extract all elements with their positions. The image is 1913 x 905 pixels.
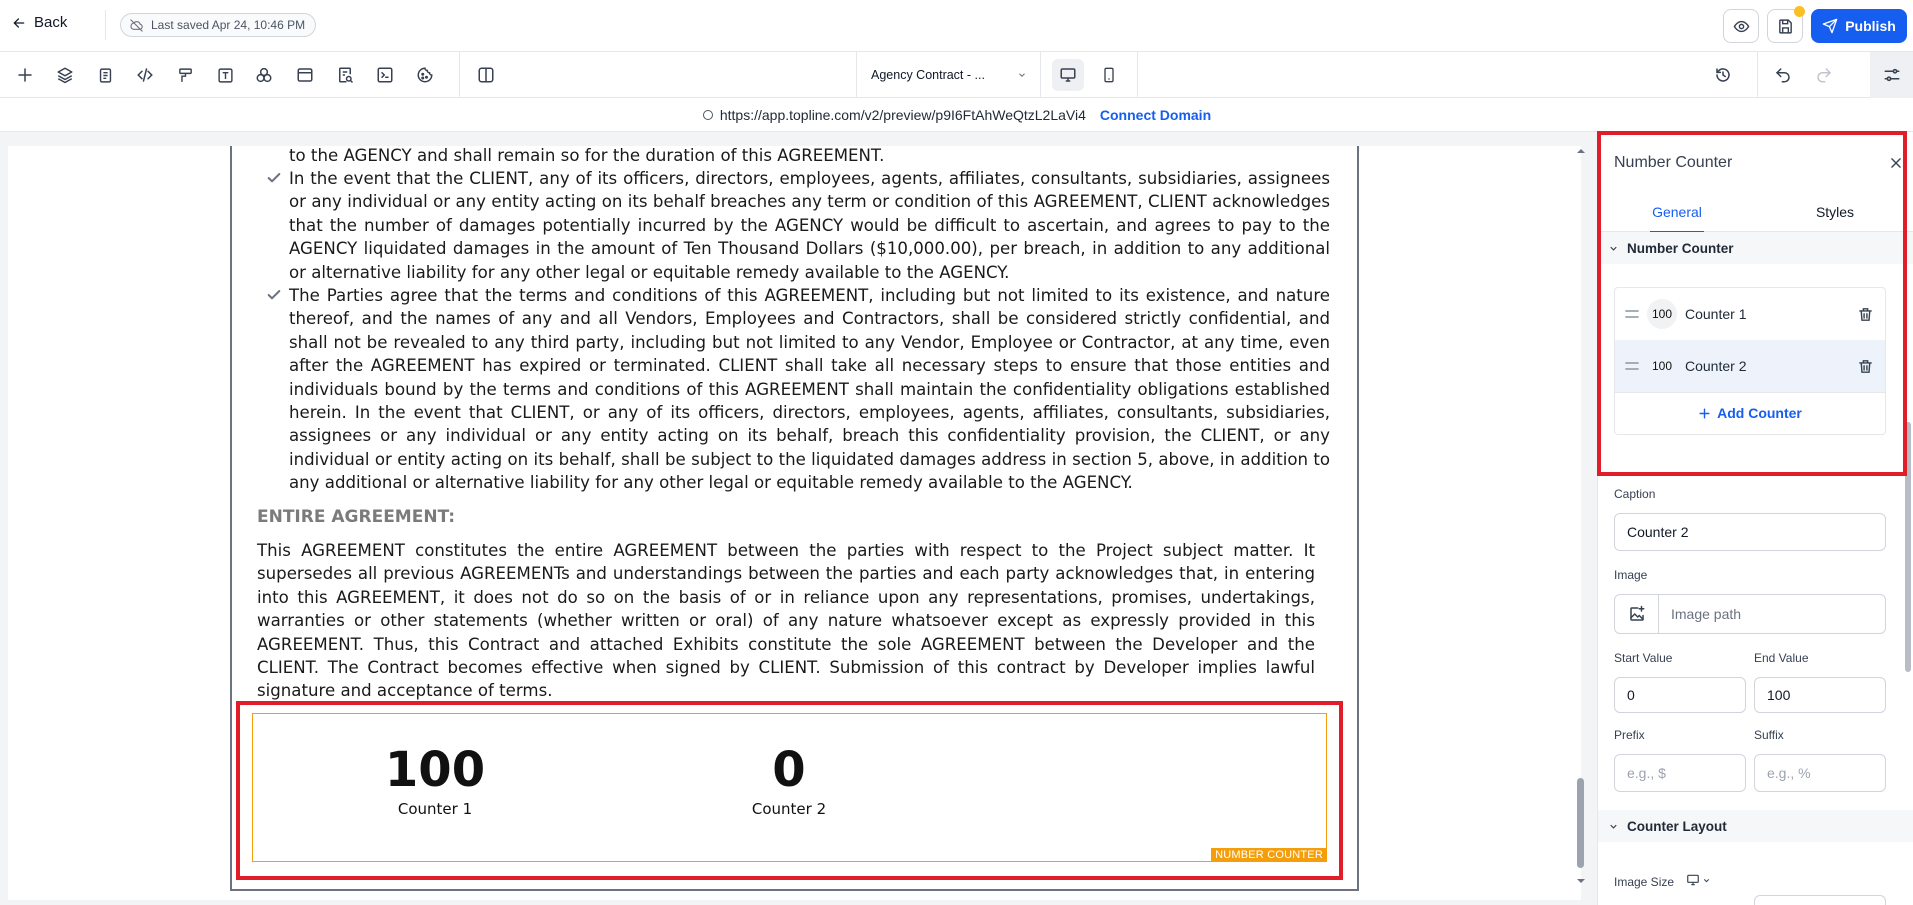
split-view-icon	[477, 66, 495, 84]
save-status-badge	[120, 13, 316, 37]
drag-handle-icon[interactable]	[1615, 361, 1649, 371]
end-value-label: End Value	[1754, 651, 1809, 665]
section-paragraph: This AGREEMENT constitutes the entire AGREEMENT between the parties with respect to the Project subject matter. It supersedes all previous AGREEMENTs and understandings between the parties and each party acknowledges that, in entering into this AGREEMENT, it does not do so on the basis of or in reliance upon any representations, promises, undertakings, warranties or other statements (whether written or oral) of any nature whatsoever except as expressly provided in this AGREEMENT. Thus, this Contract and attached Exhibits constitute the sole AGREEMENT between the Developer and the CLIENT. The Contract becomes effective when signed by CLIENT. Submission of this contract by Developer implies lawful signature and acceptance of terms.	[257, 541, 1315, 701]
layers-button[interactable]	[52, 62, 78, 88]
section-icon	[296, 66, 314, 84]
counter-list	[1614, 287, 1886, 435]
back-label: Back	[34, 14, 68, 31]
paragraph-fragment: to the AGENCY and shall remain so for the duration of this AGREEMENT.	[289, 146, 885, 165]
counter-list-item[interactable]	[1615, 288, 1885, 340]
scroll-up-icon[interactable]	[1576, 146, 1586, 156]
unsaved-indicator	[1794, 6, 1805, 17]
mobile-view-button[interactable]	[1093, 59, 1125, 91]
typography-button[interactable]	[212, 62, 238, 88]
suffix-label: Suffix	[1754, 728, 1784, 742]
settings-panel-button[interactable]	[1870, 52, 1913, 98]
connect-domain-link[interactable]: Connect Domain	[1099, 106, 1212, 123]
counter-item	[699, 744, 879, 818]
add-counter-label: Add Counter	[1717, 405, 1802, 421]
tab-general[interactable]: General	[1598, 192, 1756, 232]
page-select-value: Agency Contract - ...	[871, 68, 985, 82]
number-counter-widget[interactable]	[252, 713, 1327, 862]
settings-panel	[1597, 132, 1913, 905]
chevron-down-icon	[1017, 70, 1027, 80]
element-type-tag: NUMBER COUNTER	[1211, 848, 1327, 862]
group-counter-layout[interactable]	[1598, 810, 1913, 842]
image-size-label: Image Size	[1614, 875, 1675, 889]
search-form-icon	[336, 66, 354, 84]
terminal-icon	[376, 66, 394, 84]
prefix-input[interactable]: e.g., $	[1614, 754, 1746, 792]
panel-tabs	[1598, 192, 1913, 232]
panel-title: Number Counter	[1614, 154, 1733, 171]
history-button[interactable]	[1710, 62, 1736, 88]
divider	[1137, 52, 1138, 98]
undo-icon	[1774, 66, 1792, 84]
suffix-input[interactable]: e.g., %	[1754, 754, 1886, 792]
image-path-field	[1614, 594, 1886, 634]
counter-caption: Counter 1	[397, 800, 473, 818]
start-value-input[interactable]: 0	[1614, 677, 1746, 713]
start-value-label: Start Value	[1614, 651, 1673, 665]
editor-toolbar	[0, 52, 1913, 98]
add-icon	[16, 66, 34, 84]
styles-button[interactable]	[172, 62, 198, 88]
counter-value: 100	[384, 742, 486, 798]
image-path-input[interactable]: Image path	[1671, 606, 1742, 622]
pages-button[interactable]	[92, 62, 118, 88]
tab-styles[interactable]: Styles	[1815, 204, 1855, 220]
paint-roller-icon	[177, 67, 194, 84]
sliders-icon	[1883, 66, 1901, 84]
top-bar	[0, 0, 1913, 52]
check-icon	[265, 170, 283, 186]
counter-list-item[interactable]	[1615, 340, 1885, 392]
list-item	[265, 284, 1330, 495]
close-panel-button[interactable]	[1885, 152, 1907, 174]
image-picker-button[interactable]	[1615, 595, 1659, 633]
chevron-down-icon	[1608, 821, 1619, 832]
code-icon	[136, 66, 154, 84]
publish-button[interactable]	[1811, 9, 1907, 43]
eye-icon	[1733, 18, 1750, 35]
add-element-button[interactable]	[12, 62, 38, 88]
trash-icon	[1857, 358, 1874, 375]
counter-name: Counter 1	[1685, 306, 1747, 322]
layers-icon	[56, 66, 74, 84]
end-value-input[interactable]: 100	[1754, 677, 1886, 713]
preview-button[interactable]	[1723, 9, 1759, 43]
forms-button[interactable]	[332, 62, 358, 88]
redo-icon	[1815, 66, 1833, 84]
send-icon	[1822, 18, 1838, 34]
shapes-icon	[255, 66, 273, 84]
sections-button[interactable]	[292, 62, 318, 88]
last-saved-text: Last saved Apr 24, 10:46 PM	[151, 18, 306, 32]
divider	[459, 52, 460, 98]
page-select[interactable]	[856, 52, 1041, 98]
cookie-consent-button[interactable]	[412, 62, 438, 88]
counter-name: Counter 2	[1685, 358, 1747, 374]
cookie-icon	[416, 66, 434, 84]
counter-number-chip: 100	[1647, 299, 1677, 329]
desktop-icon	[1059, 66, 1077, 84]
add-counter-button[interactable]	[1615, 392, 1885, 434]
save-button[interactable]	[1767, 9, 1803, 43]
pages-icon	[97, 67, 114, 84]
text-icon	[217, 67, 234, 84]
image-size-input[interactable]	[1754, 895, 1886, 905]
delete-counter-button[interactable]	[1845, 306, 1885, 323]
preview-url[interactable]: https://app.topline.com/v2/preview/p9I6FtAhWeQtzL2LaVi4	[719, 106, 1086, 123]
redo-button[interactable]	[1811, 62, 1837, 88]
mobile-icon	[1101, 66, 1117, 84]
section-heading: ENTIRE AGREEMENT:	[257, 507, 456, 527]
cloud-off-icon	[129, 18, 144, 33]
plus-icon	[1698, 407, 1711, 420]
group-label: Number Counter	[1627, 240, 1734, 256]
custom-code-button[interactable]	[132, 62, 158, 88]
close-icon	[1889, 156, 1903, 170]
image-label: Image	[1614, 568, 1648, 582]
list-item-text: The Parties agree that the terms and conditions of this AGREEMENT, including but not limited to its existence, and nature thereof, and the names of any and all Vendors, Employees and Contractors, shall be considered strictly confidential, and shall not be revealed to any third party, including but not limited to any Vendor, Employee or Contractor, at any time, even after the AGREEMENT has expired or terminated. CLIENT shall take all necessary steps to ensure that those entities and individuals bound by the terms and conditions of this AGREEMENT shall maintain the confidentiality obligations established herein. In the event that CLIENT, or any of its officers, directors, employees, agents, affiliates, consultants, subsidiaries, assignees or any individual or any entity acting on its behalf, breach this confidentiality provision, the CLIENT, or any individual or entity acting on its behalf, shall be subject to the liquidated damages address in section 5, above, in addition to any additional or alternative liability for any other legal or equitable remedy available to the AGENCY.	[289, 286, 1330, 493]
list-item-text: In the event that the CLIENT, any of its officers, directors, employees, agents, affiliates, consultants, subsidiaries, assignees or any individual or any entity acting on its behalf breaches any term or condition of this AGREEMENT, CLIENT acknowledges that the number of damages potentially incurred by the AGENCY would be difficult to ascertain, and agrees to pay to the AGENCY liquidated damages in the amount of Ten Thousand Dollars ($10,000.00), per breach, in addition to any additional or alternative liability for any other legal or equitable remedy available to the AGENCY.	[289, 169, 1330, 282]
counter-caption: Counter 2	[751, 800, 827, 818]
canvas-scroll-thumb[interactable]	[1577, 778, 1584, 868]
counter-value: 0	[772, 742, 806, 798]
globe-icon	[702, 109, 714, 121]
prefix-label: Prefix	[1614, 728, 1645, 742]
back-button[interactable]	[12, 14, 67, 31]
counter-number-chip: 100	[1651, 359, 1673, 373]
divider	[1757, 52, 1758, 98]
image-add-icon	[1628, 605, 1646, 623]
drag-handle-icon[interactable]	[1615, 309, 1649, 319]
desktop-view-button[interactable]	[1052, 59, 1084, 91]
chevron-down-icon	[1702, 876, 1711, 885]
trash-icon	[1857, 306, 1874, 323]
elements-button[interactable]	[251, 62, 277, 88]
split-view-button[interactable]	[473, 62, 499, 88]
group-number-counter[interactable]	[1598, 232, 1913, 264]
group-label: Counter Layout	[1627, 818, 1727, 834]
scroll-down-icon[interactable]	[1576, 876, 1586, 886]
history-icon	[1714, 66, 1732, 84]
divider	[105, 10, 106, 40]
undo-button[interactable]	[1770, 62, 1796, 88]
counter-item	[345, 744, 525, 818]
desktop-icon	[1686, 873, 1700, 887]
save-icon	[1777, 18, 1794, 35]
publish-label: Publish	[1845, 18, 1896, 34]
device-size-select[interactable]	[1686, 873, 1711, 887]
check-icon	[265, 287, 283, 303]
list-item	[265, 167, 1330, 284]
panel-scrollbar[interactable]	[1905, 422, 1911, 672]
chevron-down-icon	[1608, 243, 1619, 254]
caption-label: Caption	[1614, 487, 1656, 501]
preview-url-bar	[0, 98, 1913, 132]
arrow-left-icon	[12, 16, 26, 30]
delete-counter-button[interactable]	[1845, 358, 1885, 375]
scripts-button[interactable]	[372, 62, 398, 88]
caption-input[interactable]: Counter 2	[1614, 513, 1886, 551]
